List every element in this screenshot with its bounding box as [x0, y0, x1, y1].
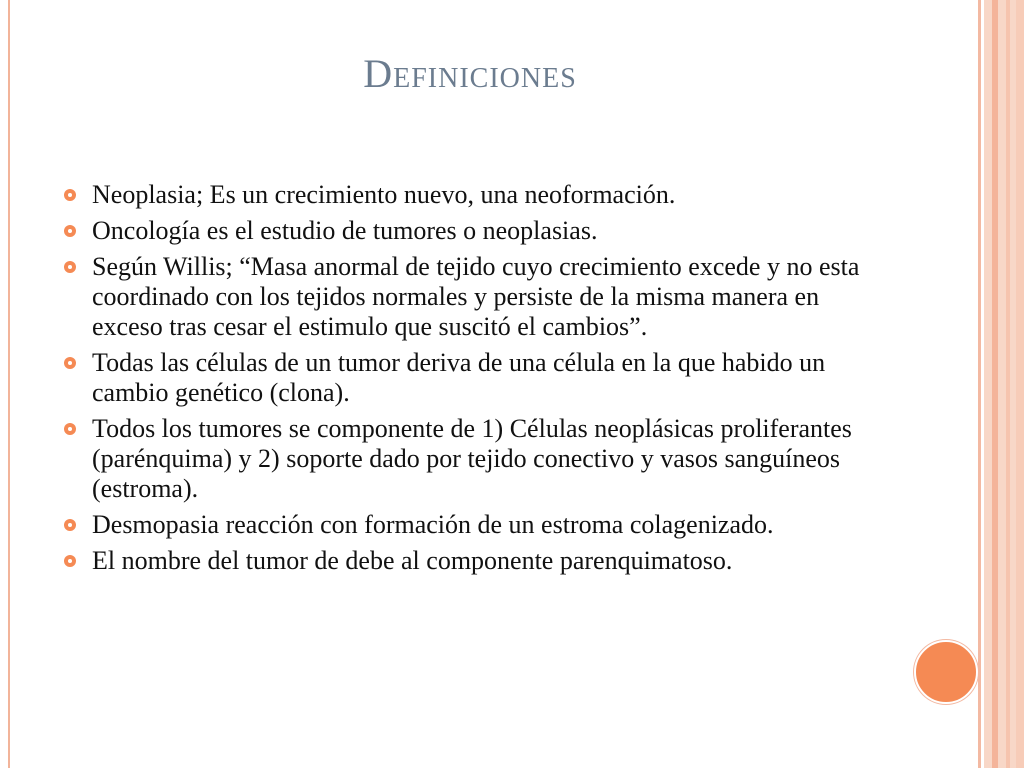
- right-stripe-decoration: [1006, 0, 1010, 768]
- bullet-text: El nombre del tumor de debe al componente parenquimatoso.: [92, 546, 733, 575]
- bullet-item: [64, 348, 894, 408]
- bullet-item: [64, 216, 894, 246]
- right-stripe-decoration: [992, 0, 998, 768]
- bullet-list: [64, 180, 894, 582]
- bullet-text: Todas las células de un tumor deriva de una célula en la que habido un cambio genético (clona).: [92, 348, 826, 407]
- bullet-item: [64, 252, 894, 342]
- circle-bullet-icon: [64, 519, 76, 531]
- circle-bullet-icon: [64, 261, 76, 273]
- right-stripe-decoration: [978, 0, 981, 768]
- circle-bullet-icon: [64, 423, 76, 435]
- circle-bullet-icon: [64, 555, 76, 567]
- bullet-item: [64, 414, 894, 504]
- left-border-decoration: [8, 0, 10, 768]
- bullet-text: Oncología es el estudio de tumores o neoplasias.: [92, 216, 598, 245]
- circle-bullet-icon: [64, 357, 76, 369]
- bullet-item: [64, 546, 894, 576]
- bullet-text: Neoplasia; Es un crecimiento nuevo, una neoformación.: [92, 180, 676, 209]
- orange-circle-decoration: [914, 640, 978, 704]
- right-stripe-decoration: [1016, 0, 1024, 768]
- bullet-text: Todos los tumores se componente de 1) Células neoplásicas proliferantes (parénquima) y 2) soporte dado por tejido conectivo y vasos sanguíneos (estroma).: [92, 414, 852, 503]
- bullet-text: Desmopasia reacción con formación de un estroma colagenizado.: [92, 510, 774, 539]
- bullet-item: [64, 510, 894, 540]
- bullet-text: Según Willis; “Masa anormal de tejido cuyo crecimiento excede y no esta coordinado con los tejidos normales y persiste de la misma manera en exceso tras cesar el estimulo que suscitó el cambios”.: [92, 252, 860, 341]
- circle-bullet-icon: [64, 189, 76, 201]
- slide-title: Definiciones: [363, 51, 577, 96]
- bullet-item: [64, 180, 894, 210]
- circle-bullet-icon: [64, 225, 76, 237]
